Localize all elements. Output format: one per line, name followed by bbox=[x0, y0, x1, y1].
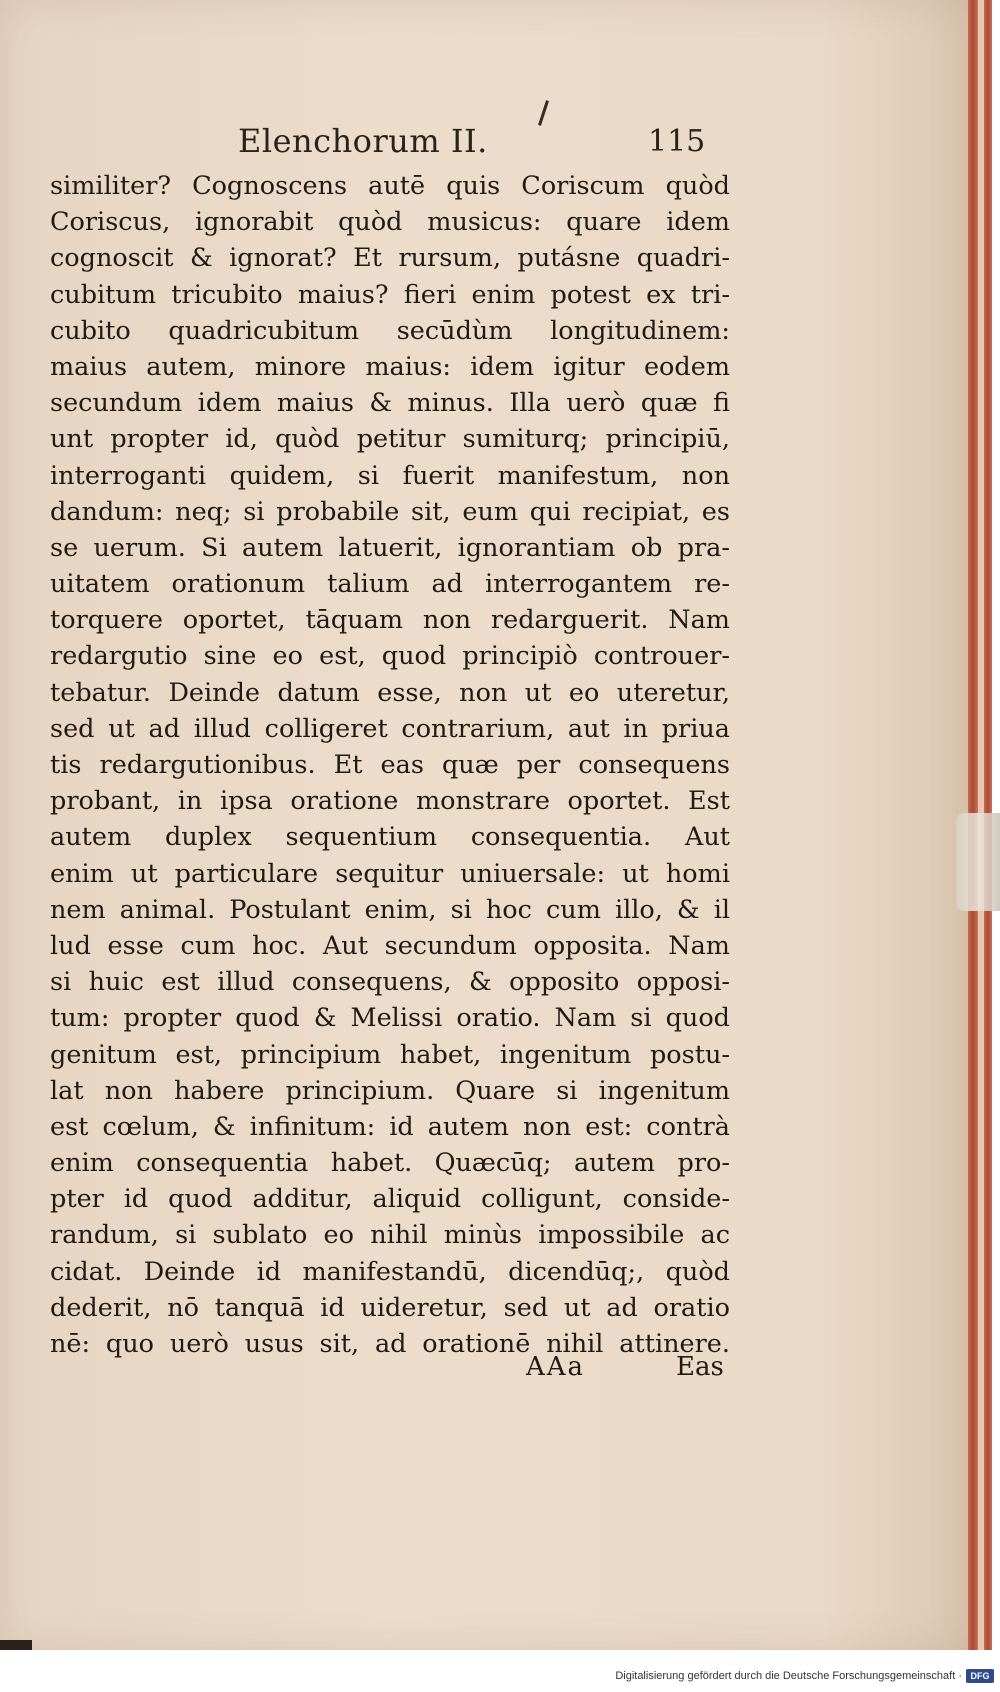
text-line: nē: quo uerò usus sit, ad orationē nihil attinere. bbox=[50, 1329, 730, 1359]
page-corner-mark bbox=[0, 1640, 32, 1650]
clip-tab bbox=[956, 813, 1000, 911]
text-line: dederit, nō tanquā id uideretur, sed ut ad oratio bbox=[50, 1292, 730, 1323]
text-line: uitatem orationum talium ad interrogantem re- bbox=[50, 569, 730, 600]
body-text bbox=[50, 168, 730, 1362]
text-line: cubitum tricubito maius? fieri enim potest ex tri- bbox=[50, 279, 730, 310]
text-line: dandum: neq; si probabile sit, eum qui recipiat, es bbox=[50, 496, 730, 527]
text-line: tebatur. Deinde datum esse, non ut eo uteretur, bbox=[50, 677, 730, 708]
text-line: autem duplex sequentium consequentia. Aut bbox=[50, 822, 730, 853]
text-line: enim consequentia habet. Quæcūq; autem pro- bbox=[50, 1148, 730, 1179]
text-line: secundum idem maius & minus. Illa uerò quæ fi bbox=[50, 388, 730, 419]
running-title: Elenchorum II. bbox=[238, 122, 488, 160]
text-line: cidat. Deinde id manifestandū, dicendūq;, quòd bbox=[50, 1256, 730, 1287]
text-line: est cœlum, & infinitum: id autem non est: contrà bbox=[50, 1111, 730, 1142]
credit-bar bbox=[0, 1664, 1000, 1692]
text-line: lud esse cum hoc. Aut secundum opposita. Nam bbox=[50, 930, 730, 961]
text-line: redargutio sine eo est, quod principiò controuer- bbox=[50, 641, 730, 672]
catchword: Eas bbox=[676, 1352, 724, 1382]
dfg-logo-icon[interactable]: DFG bbox=[966, 1669, 994, 1683]
page-header bbox=[0, 118, 968, 168]
text-line: enim ut particulare sequitur uniuersale: ut homi bbox=[50, 858, 730, 889]
text-line: probant, in ipsa oratione monstrare oportet. Est bbox=[50, 786, 730, 817]
text-line: randum, si sublato eo nihil minùs impossibile ac bbox=[50, 1220, 730, 1251]
text-line: torquere oportet, tāquam non redarguerit. Nam bbox=[50, 605, 730, 636]
digitization-credit: Digitalisierung gefördert durch die Deutsche Forschungsgemeinschaft · bbox=[615, 1670, 962, 1682]
text-line: genitum est, principium habet, ingenitum postu- bbox=[50, 1039, 730, 1070]
text-line: pter id quod additur, aliquid colligunt, conside- bbox=[50, 1184, 730, 1215]
text-line: lat non habere principium. Quare si ingenitum bbox=[50, 1075, 730, 1106]
text-line: interroganti quidem, si fuerit manifestum, non bbox=[50, 460, 730, 491]
text-line: sed ut ad illud colligeret contrarium, aut in priua bbox=[50, 713, 730, 744]
signature-mark: AAa bbox=[526, 1352, 586, 1382]
text-line: Coriscus, ignorabit quòd musicus: quare idem bbox=[50, 207, 730, 238]
text-line: cubito quadricubitum secūdùm longitudinem: bbox=[50, 315, 730, 346]
text-line: cognoscit & ignorat? Et rursum, putásne quadri- bbox=[50, 243, 730, 274]
text-line: similiter? Cognoscens autē quis Coriscum quòd bbox=[50, 171, 730, 201]
text-line: se uerum. Si autem latuerit, ignorantiam ob pra- bbox=[50, 532, 730, 563]
text-line: nem animal. Postulant enim, si hoc cum illo, & il bbox=[50, 894, 730, 925]
text-line: tum: propter quod & Melissi oratio. Nam si quod bbox=[50, 1003, 730, 1034]
page-footer bbox=[0, 1352, 968, 1392]
text-line: unt propter id, quòd petitur sumiturq; principiū, bbox=[50, 424, 730, 455]
text-line: si huic est illud consequens, & opposito opposi- bbox=[50, 967, 730, 998]
text-line: maius autem, minore maius: idem igitur eodem bbox=[50, 351, 730, 382]
text-line: tis redargutionibus. Et eas quæ per consequens bbox=[50, 750, 730, 780]
page-number: 115 bbox=[648, 124, 706, 159]
